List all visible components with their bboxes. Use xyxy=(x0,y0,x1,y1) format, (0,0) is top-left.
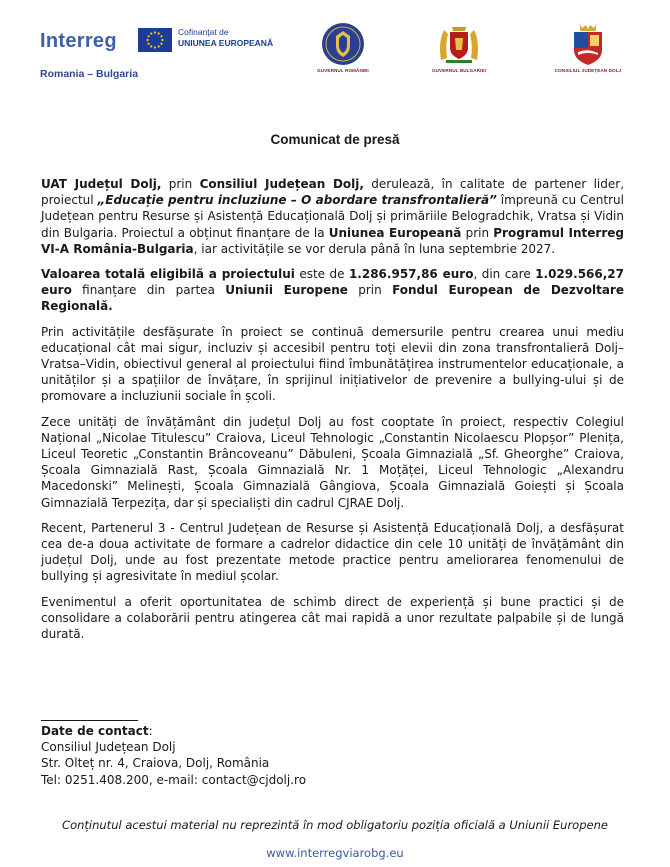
eu-funding-value: 1.029.566,27 euro xyxy=(41,267,624,298)
contact-label: Date de contact xyxy=(41,724,149,738)
press-release-body xyxy=(41,176,624,651)
project-title: „Educație pentru incluziune – O abordare transfrontalieră” xyxy=(97,193,497,208)
contact-phone-email: Tel: 0251.408.200, e-mail: contact@cjdolj.ro xyxy=(41,772,307,787)
paragraph-objective: Prin activitățile desfășurate în proiect se continuă demersurile pentru crearea unui mediu educațional cât mai sigur, incluziv și accesibil pentru toți elevii din zona transfrontalieră Dolj–Vratsa–Vidin, obiectivul general al proiectului fiind îmbunătățirea instrumentelor educaționale, a unităților și a spațiilor de învățare, în sprijinul inițiativelor de prevenire a bullying-ului și de promovare a incluziunii sociale în școli. xyxy=(41,324,624,404)
total-value: 1.286.957,86 euro xyxy=(348,267,474,282)
romanian-government-crest-icon xyxy=(321,22,365,66)
paragraph-training: Recent, Partenerul 3 - Centrul Județean de Resurse și Asistență Educațională Dolj, a desfășurat cea de-a doua activitate de formare a cadrelor didactice din cele 10 unități de învățământ din județul Dolj, unde au fost prezentate metode practice pentru ameliorarea fenomenului de bullying și agresivitate în mediul școlar. xyxy=(41,520,624,584)
bulgarian-government-seal xyxy=(428,22,490,73)
contact-block: Date de contact: Consiliul Județean Dolj Str. Olteț nr. 4, Craiova, Dolj, România Tel: 0251.408.200, e-mail: contact@cjdolj.ro xyxy=(41,708,441,788)
paragraph-schools: Zece unități de învățământ din județul Dolj au fost cooptate în proiect, respectiv Colegiul Național „Nicolae Titulescu” Craiova, Liceul Tehnologic „Constantin Nicolaescu Plopșor” Plenița, Liceul Teoretic „Constantin Brâncoveanu” Dăbuleni, Școala Gimnazială „Sf. Gheorghe” Craiova, Școala Gimnazială Rast, Școala Gimnazială Nr. 1 Moțăței, Liceul Tehnologic „Alexandru Macedonski” Melinești, Școala Gimnazială Gângiova, Școala Gimnazială Goiești și Școala Gimnazială Terpezița, dar și specialiști din cadrul CJRAE Dolj. xyxy=(41,414,624,510)
romanian-government-caption: GUVERNUL ROMÂNIEI xyxy=(317,68,369,73)
romanian-government-seal xyxy=(312,22,374,73)
document-title: Comunicat de presă xyxy=(270,132,400,147)
website-link[interactable]: www.interregviarobg.eu xyxy=(266,846,404,860)
contact-divider xyxy=(41,708,138,721)
contact-address: Str. Olteț nr. 4, Craiova, Dolj, România xyxy=(41,756,270,771)
dolj-county-caption: CONSILIUL JUDEȚEAN DOLJ xyxy=(554,68,622,73)
header xyxy=(0,0,670,110)
paragraph-budget: Valoarea totală eligibilă a proiectului este de 1.286.957,86 euro, din care 1.029.566,27 euro finanțare din partea Uniunii Europene prin Fondul European de Dezvoltare Regională. xyxy=(41,267,624,314)
bulgarian-government-caption: GUVERNUL BULGARIEI xyxy=(431,68,487,73)
dolj-county-crest-icon xyxy=(568,22,608,66)
bulgarian-coat-of-arms-icon xyxy=(434,22,484,66)
cofinanced-text: Cofinanțat de UNIUNEA EUROPEANĂ xyxy=(178,27,274,48)
dolj-county-seal xyxy=(552,22,624,73)
interreg-logo: Interreg xyxy=(40,30,117,52)
paragraph-intro: UAT Județul Dolj, prin Consiliul Județean Dolj, derulează, în calitate de partener lider, proiectul „Educație pentru incluziune – O abordare transfrontalieră” împreună cu Centrul Județean pentru Resurse și Asistență Educațională Dolj și primăriile Belogradchik, Vratsa și Vidin din Bulgaria. Proiectul a obținut finanțare de la Uniunea Europeană prin Programul Interreg VI-A România-Bulgaria, iar activitățile se vor derula până în luna septembrie 2027. xyxy=(41,177,625,256)
contact-organization: Consiliul Județean Dolj xyxy=(41,740,176,755)
eu-flag-icon xyxy=(138,28,172,52)
program-name: Romania – Bulgaria xyxy=(40,68,139,80)
eu-disclaimer: Conținutul acestui material nu reprezintă în mod obligatoriu poziția oficială a Uniunii Europene xyxy=(62,818,608,832)
paragraph-outcome: Evenimentul a oferit oportunitatea de schimb direct de experiență și bune practici și de consolidare a colaborării pentru atingerea cât mai rapidă a unor rezultate palpabile și de lungă durată. xyxy=(41,594,624,642)
